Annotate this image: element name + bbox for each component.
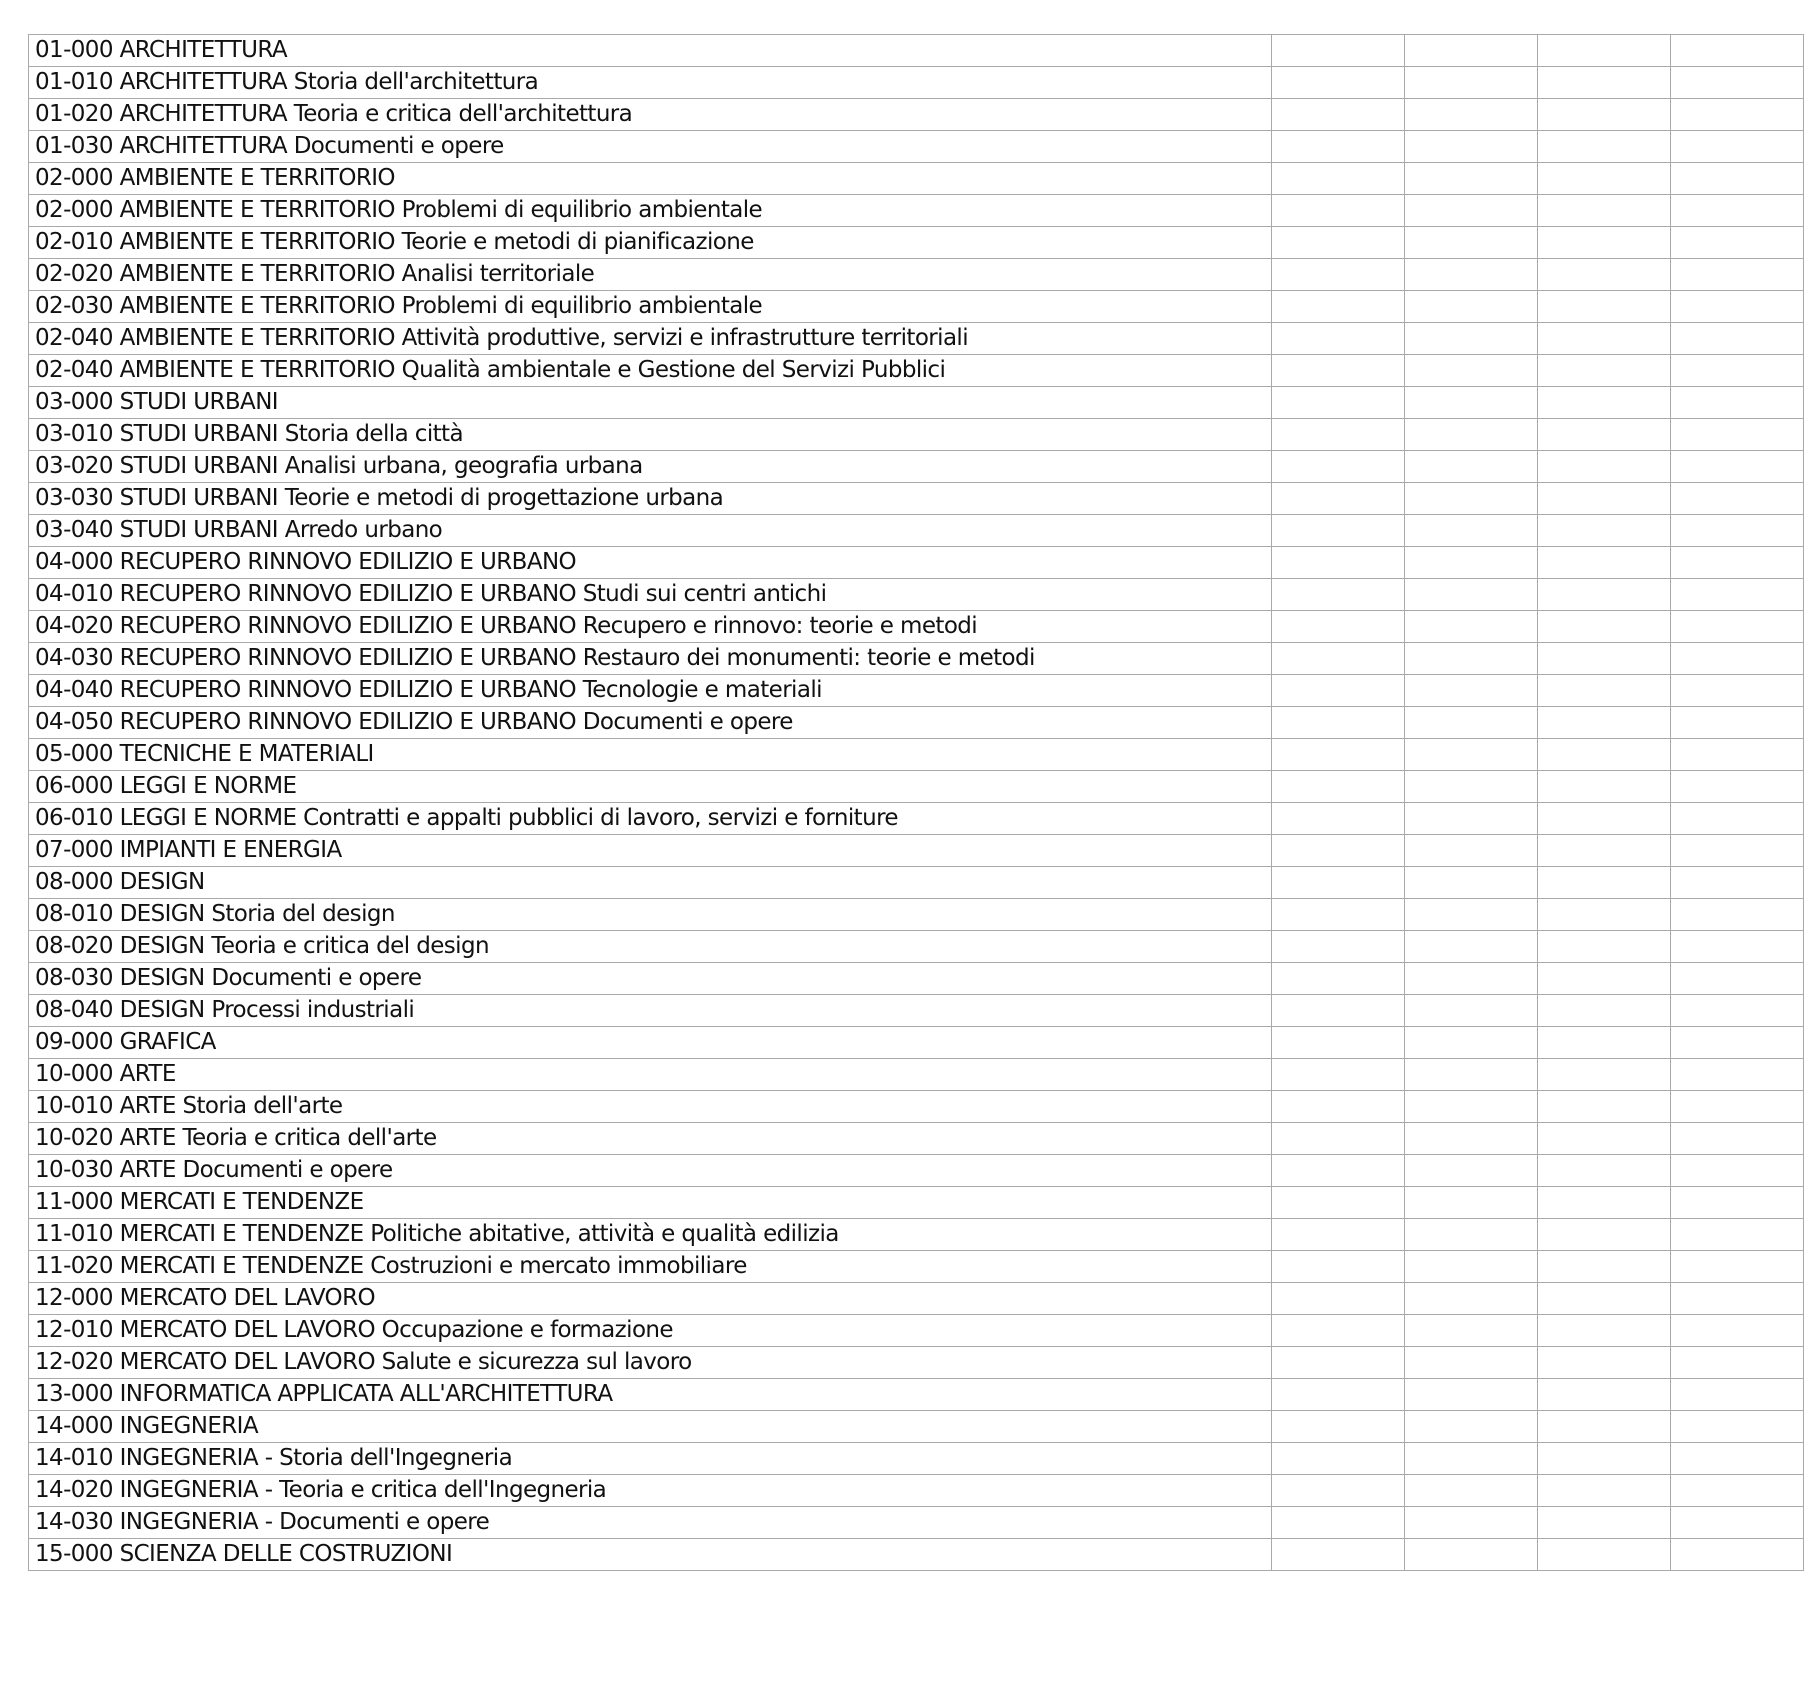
category-label-cell[interactable]: 04-010 RECUPERO RINNOVO EDILIZIO E URBANO Studi sui centri antichi: [29, 579, 1272, 611]
empty-cell-col-2[interactable]: [1405, 1059, 1538, 1091]
table-row: [29, 1475, 1804, 1507]
empty-cell-col-2[interactable]: [1405, 323, 1538, 355]
empty-cell-col-1[interactable]: [1272, 259, 1405, 291]
empty-cell-col-3[interactable]: [1538, 611, 1671, 643]
empty-cell-col-3[interactable]: [1538, 771, 1671, 803]
empty-cell-col-2[interactable]: [1405, 803, 1538, 835]
empty-cell-col-1[interactable]: [1272, 1379, 1405, 1411]
empty-cell-col-1[interactable]: [1272, 867, 1405, 899]
empty-cell-col-4[interactable]: [1671, 1283, 1804, 1315]
empty-cell-col-1[interactable]: [1272, 1219, 1405, 1251]
empty-cell-col-3[interactable]: [1538, 1315, 1671, 1347]
category-label-cell[interactable]: 08-010 DESIGN Storia del design: [29, 899, 1272, 931]
empty-cell-col-2[interactable]: [1405, 259, 1538, 291]
empty-cell-col-2[interactable]: [1405, 1443, 1538, 1475]
empty-cell-col-4[interactable]: [1671, 1315, 1804, 1347]
empty-cell-col-1[interactable]: [1272, 1251, 1405, 1283]
empty-cell-col-1[interactable]: [1272, 483, 1405, 515]
empty-cell-col-4[interactable]: [1671, 707, 1804, 739]
empty-cell-col-1[interactable]: [1272, 707, 1405, 739]
empty-cell-col-4[interactable]: [1671, 963, 1804, 995]
empty-cell-col-1[interactable]: [1272, 163, 1405, 195]
table-row: [29, 803, 1804, 835]
category-label-cell[interactable]: 15-000 SCIENZA DELLE COSTRUZIONI: [29, 1539, 1272, 1571]
empty-cell-col-3[interactable]: [1538, 99, 1671, 131]
empty-cell-col-1[interactable]: [1272, 291, 1405, 323]
category-label-cell[interactable]: 14-030 INGEGNERIA - Documenti e opere: [29, 1507, 1272, 1539]
empty-cell-col-1[interactable]: [1272, 1507, 1405, 1539]
empty-cell-col-2[interactable]: [1405, 995, 1538, 1027]
table-row: [29, 931, 1804, 963]
category-label-cell[interactable]: 14-010 INGEGNERIA - Storia dell'Ingegneria: [29, 1443, 1272, 1475]
empty-cell-col-1[interactable]: [1272, 355, 1405, 387]
empty-cell-col-2[interactable]: [1405, 1507, 1538, 1539]
category-label-cell[interactable]: 10-010 ARTE Storia dell'arte: [29, 1091, 1272, 1123]
category-label-cell[interactable]: 03-010 STUDI URBANI Storia della città: [29, 419, 1272, 451]
empty-cell-col-4[interactable]: [1671, 1123, 1804, 1155]
category-label-cell[interactable]: 04-020 RECUPERO RINNOVO EDILIZIO E URBANO Recupero e rinnovo: teorie e metodi: [29, 611, 1272, 643]
empty-cell-col-4[interactable]: [1671, 643, 1804, 675]
empty-cell-col-1[interactable]: [1272, 515, 1405, 547]
empty-cell-col-3[interactable]: [1538, 835, 1671, 867]
empty-cell-col-1[interactable]: [1272, 643, 1405, 675]
category-label-cell[interactable]: 02-000 AMBIENTE E TERRITORIO Problemi di equilibrio ambientale: [29, 195, 1272, 227]
empty-cell-col-2[interactable]: [1405, 291, 1538, 323]
empty-cell-col-3[interactable]: [1538, 547, 1671, 579]
table-row: [29, 1219, 1804, 1251]
table-row: [29, 1059, 1804, 1091]
empty-cell-col-2[interactable]: [1405, 931, 1538, 963]
empty-cell-col-2[interactable]: [1405, 707, 1538, 739]
empty-cell-col-1[interactable]: [1272, 1411, 1405, 1443]
empty-cell-col-3[interactable]: [1538, 195, 1671, 227]
empty-cell-col-4[interactable]: [1671, 99, 1804, 131]
category-label-cell[interactable]: 04-000 RECUPERO RINNOVO EDILIZIO E URBANO: [29, 547, 1272, 579]
category-label-cell[interactable]: 10-030 ARTE Documenti e opere: [29, 1155, 1272, 1187]
empty-cell-col-3[interactable]: [1538, 675, 1671, 707]
empty-cell-col-3[interactable]: [1538, 739, 1671, 771]
empty-cell-col-2[interactable]: [1405, 899, 1538, 931]
category-label-cell[interactable]: 11-020 MERCATI E TENDENZE Costruzioni e mercato immobiliare: [29, 1251, 1272, 1283]
empty-cell-col-2[interactable]: [1405, 1475, 1538, 1507]
empty-cell-col-3[interactable]: [1538, 35, 1671, 67]
category-label-cell[interactable]: 13-000 INFORMATICA APPLICATA ALL'ARCHITETTURA: [29, 1379, 1272, 1411]
empty-cell-col-4[interactable]: [1671, 483, 1804, 515]
empty-cell-col-3[interactable]: [1538, 1027, 1671, 1059]
table-row: [29, 259, 1804, 291]
empty-cell-col-3[interactable]: [1538, 1283, 1671, 1315]
empty-cell-col-3[interactable]: [1538, 707, 1671, 739]
empty-cell-col-3[interactable]: [1538, 1507, 1671, 1539]
empty-cell-col-4[interactable]: [1671, 387, 1804, 419]
table-row: [29, 675, 1804, 707]
empty-cell-col-2[interactable]: [1405, 1347, 1538, 1379]
empty-cell-col-2[interactable]: [1405, 1411, 1538, 1443]
empty-cell-col-1[interactable]: [1272, 995, 1405, 1027]
empty-cell-col-2[interactable]: [1405, 835, 1538, 867]
empty-cell-col-4[interactable]: [1671, 131, 1804, 163]
empty-cell-col-2[interactable]: [1405, 1251, 1538, 1283]
empty-cell-col-2[interactable]: [1405, 387, 1538, 419]
empty-cell-col-3[interactable]: [1538, 259, 1671, 291]
empty-cell-col-1[interactable]: [1272, 1283, 1405, 1315]
empty-cell-col-3[interactable]: [1538, 227, 1671, 259]
empty-cell-col-3[interactable]: [1538, 419, 1671, 451]
table-row: [29, 483, 1804, 515]
empty-cell-col-1[interactable]: [1272, 899, 1405, 931]
empty-cell-col-4[interactable]: [1671, 259, 1804, 291]
empty-cell-col-1[interactable]: [1272, 67, 1405, 99]
category-label-cell[interactable]: 09-000 GRAFICA: [29, 1027, 1272, 1059]
empty-cell-col-2[interactable]: [1405, 1283, 1538, 1315]
category-label-cell[interactable]: 06-000 LEGGI E NORME: [29, 771, 1272, 803]
empty-cell-col-4[interactable]: [1671, 1443, 1804, 1475]
category-label-cell[interactable]: 03-000 STUDI URBANI: [29, 387, 1272, 419]
empty-cell-col-3[interactable]: [1538, 963, 1671, 995]
empty-cell-col-1[interactable]: [1272, 1123, 1405, 1155]
category-label-cell[interactable]: 07-000 IMPIANTI E ENERGIA: [29, 835, 1272, 867]
table-row: [29, 1539, 1804, 1571]
empty-cell-col-1[interactable]: [1272, 1187, 1405, 1219]
empty-cell-col-3[interactable]: [1538, 1123, 1671, 1155]
table-row: [29, 1091, 1804, 1123]
empty-cell-col-4[interactable]: [1671, 1379, 1804, 1411]
empty-cell-col-3[interactable]: [1538, 131, 1671, 163]
table-row: [29, 131, 1804, 163]
category-label-cell[interactable]: 06-010 LEGGI E NORME Contratti e appalti pubblici di lavoro, servizi e forniture: [29, 803, 1272, 835]
empty-cell-col-4[interactable]: [1671, 1411, 1804, 1443]
table-row: [29, 163, 1804, 195]
category-label-cell[interactable]: 12-010 MERCATO DEL LAVORO Occupazione e formazione: [29, 1315, 1272, 1347]
table-row: [29, 963, 1804, 995]
category-label-cell[interactable]: 03-020 STUDI URBANI Analisi urbana, geografia urbana: [29, 451, 1272, 483]
empty-cell-col-2[interactable]: [1405, 131, 1538, 163]
table-row: [29, 867, 1804, 899]
empty-cell-col-3[interactable]: [1538, 1379, 1671, 1411]
category-label-cell[interactable]: 02-040 AMBIENTE E TERRITORIO Attività produttive, servizi e infrastrutture territoriali: [29, 323, 1272, 355]
empty-cell-col-3[interactable]: [1538, 1443, 1671, 1475]
empty-cell-col-4[interactable]: [1671, 515, 1804, 547]
table-row: [29, 643, 1804, 675]
empty-cell-col-2[interactable]: [1405, 1315, 1538, 1347]
empty-cell-col-2[interactable]: [1405, 99, 1538, 131]
empty-cell-col-1[interactable]: [1272, 835, 1405, 867]
empty-cell-col-4[interactable]: [1671, 739, 1804, 771]
empty-cell-col-2[interactable]: [1405, 1027, 1538, 1059]
empty-cell-col-4[interactable]: [1671, 1347, 1804, 1379]
empty-cell-col-4[interactable]: [1671, 35, 1804, 67]
category-table: [28, 34, 1804, 1571]
category-label-cell[interactable]: 05-000 TECNICHE E MATERIALI: [29, 739, 1272, 771]
empty-cell-col-3[interactable]: [1538, 163, 1671, 195]
category-label-cell[interactable]: 01-020 ARCHITETTURA Teoria e critica dell'architettura: [29, 99, 1272, 131]
empty-cell-col-4[interactable]: [1671, 1251, 1804, 1283]
category-table-body: [29, 35, 1804, 1571]
table-row: [29, 579, 1804, 611]
empty-cell-col-2[interactable]: [1405, 1187, 1538, 1219]
table-row: [29, 355, 1804, 387]
empty-cell-col-1[interactable]: [1272, 931, 1405, 963]
empty-cell-col-4[interactable]: [1671, 355, 1804, 387]
table-row: [29, 899, 1804, 931]
empty-cell-col-4[interactable]: [1671, 451, 1804, 483]
empty-cell-col-3[interactable]: [1538, 1091, 1671, 1123]
empty-cell-col-1[interactable]: [1272, 131, 1405, 163]
table-row: [29, 611, 1804, 643]
empty-cell-col-1[interactable]: [1272, 99, 1405, 131]
empty-cell-col-1[interactable]: [1272, 227, 1405, 259]
empty-cell-col-4[interactable]: [1671, 899, 1804, 931]
empty-cell-col-3[interactable]: [1538, 579, 1671, 611]
empty-cell-col-4[interactable]: [1671, 931, 1804, 963]
empty-cell-col-4[interactable]: [1671, 1059, 1804, 1091]
empty-cell-col-3[interactable]: [1538, 931, 1671, 963]
empty-cell-col-4[interactable]: [1671, 835, 1804, 867]
category-label-cell[interactable]: 11-000 MERCATI E TENDENZE: [29, 1187, 1272, 1219]
category-label-cell[interactable]: 11-010 MERCATI E TENDENZE Politiche abitative, attività e qualità edilizia: [29, 1219, 1272, 1251]
table-row: [29, 1251, 1804, 1283]
empty-cell-col-4[interactable]: [1671, 227, 1804, 259]
category-label-cell[interactable]: 01-010 ARCHITETTURA Storia dell'architettura: [29, 67, 1272, 99]
table-row: [29, 419, 1804, 451]
category-label-cell[interactable]: 14-020 INGEGNERIA - Teoria e critica dell'Ingegneria: [29, 1475, 1272, 1507]
table-row: [29, 35, 1804, 67]
category-label-cell[interactable]: 08-000 DESIGN: [29, 867, 1272, 899]
empty-cell-col-2[interactable]: [1405, 675, 1538, 707]
table-row: [29, 291, 1804, 323]
empty-cell-col-1[interactable]: [1272, 547, 1405, 579]
category-label-cell[interactable]: 10-020 ARTE Teoria e critica dell'arte: [29, 1123, 1272, 1155]
empty-cell-col-2[interactable]: [1405, 227, 1538, 259]
table-row: [29, 323, 1804, 355]
empty-cell-col-3[interactable]: [1538, 1411, 1671, 1443]
empty-cell-col-2[interactable]: [1405, 1539, 1538, 1571]
empty-cell-col-1[interactable]: [1272, 611, 1405, 643]
empty-cell-col-2[interactable]: [1405, 963, 1538, 995]
empty-cell-col-1[interactable]: [1272, 1155, 1405, 1187]
empty-cell-col-1[interactable]: [1272, 1475, 1405, 1507]
category-label-cell[interactable]: 12-020 MERCATO DEL LAVORO Salute e sicurezza sul lavoro: [29, 1347, 1272, 1379]
empty-cell-col-1[interactable]: [1272, 579, 1405, 611]
table-row: [29, 1443, 1804, 1475]
empty-cell-col-3[interactable]: [1538, 67, 1671, 99]
table-row: [29, 1507, 1804, 1539]
empty-cell-col-2[interactable]: [1405, 1155, 1538, 1187]
empty-cell-col-1[interactable]: [1272, 1347, 1405, 1379]
empty-cell-col-4[interactable]: [1671, 195, 1804, 227]
empty-cell-col-1[interactable]: [1272, 771, 1405, 803]
empty-cell-col-2[interactable]: [1405, 163, 1538, 195]
category-label-cell[interactable]: 02-010 AMBIENTE E TERRITORIO Teorie e metodi di pianificazione: [29, 227, 1272, 259]
empty-cell-col-4[interactable]: [1671, 611, 1804, 643]
empty-cell-col-2[interactable]: [1405, 1091, 1538, 1123]
empty-cell-col-2[interactable]: [1405, 771, 1538, 803]
empty-cell-col-2[interactable]: [1405, 1379, 1538, 1411]
empty-cell-col-2[interactable]: [1405, 643, 1538, 675]
empty-cell-col-3[interactable]: [1538, 515, 1671, 547]
table-row: [29, 451, 1804, 483]
category-label-cell[interactable]: 04-050 RECUPERO RINNOVO EDILIZIO E URBANO Documenti e opere: [29, 707, 1272, 739]
empty-cell-col-1[interactable]: [1272, 1443, 1405, 1475]
empty-cell-col-1[interactable]: [1272, 803, 1405, 835]
empty-cell-col-1[interactable]: [1272, 739, 1405, 771]
category-label-cell[interactable]: 02-030 AMBIENTE E TERRITORIO Problemi di equilibrio ambientale: [29, 291, 1272, 323]
category-label-cell[interactable]: 02-040 AMBIENTE E TERRITORIO Qualità ambientale e Gestione del Servizi Pubblici: [29, 355, 1272, 387]
empty-cell-col-2[interactable]: [1405, 1123, 1538, 1155]
empty-cell-col-1[interactable]: [1272, 963, 1405, 995]
empty-cell-col-3[interactable]: [1538, 643, 1671, 675]
empty-cell-col-4[interactable]: [1671, 163, 1804, 195]
empty-cell-col-3[interactable]: [1538, 1347, 1671, 1379]
category-label-cell[interactable]: 12-000 MERCATO DEL LAVORO: [29, 1283, 1272, 1315]
empty-cell-col-2[interactable]: [1405, 67, 1538, 99]
empty-cell-col-3[interactable]: [1538, 387, 1671, 419]
table-row: [29, 547, 1804, 579]
empty-cell-col-4[interactable]: [1671, 995, 1804, 1027]
empty-cell-col-2[interactable]: [1405, 867, 1538, 899]
category-label-cell[interactable]: 03-040 STUDI URBANI Arredo urbano: [29, 515, 1272, 547]
empty-cell-col-2[interactable]: [1405, 611, 1538, 643]
empty-cell-col-4[interactable]: [1671, 1539, 1804, 1571]
table-row: [29, 1187, 1804, 1219]
empty-cell-col-2[interactable]: [1405, 515, 1538, 547]
empty-cell-col-4[interactable]: [1671, 675, 1804, 707]
empty-cell-col-1[interactable]: [1272, 675, 1405, 707]
empty-cell-col-2[interactable]: [1405, 483, 1538, 515]
empty-cell-col-1[interactable]: [1272, 195, 1405, 227]
table-row: [29, 707, 1804, 739]
empty-cell-col-3[interactable]: [1538, 1251, 1671, 1283]
empty-cell-col-1[interactable]: [1272, 451, 1405, 483]
empty-cell-col-4[interactable]: [1671, 1027, 1804, 1059]
empty-cell-col-4[interactable]: [1671, 1475, 1804, 1507]
empty-cell-col-3[interactable]: [1538, 1539, 1671, 1571]
category-label-cell[interactable]: 01-030 ARCHITETTURA Documenti e opere: [29, 131, 1272, 163]
empty-cell-col-2[interactable]: [1405, 195, 1538, 227]
category-label-cell[interactable]: 02-020 AMBIENTE E TERRITORIO Analisi territoriale: [29, 259, 1272, 291]
empty-cell-col-4[interactable]: [1671, 1187, 1804, 1219]
empty-cell-col-3[interactable]: [1538, 1059, 1671, 1091]
table-row: [29, 1027, 1804, 1059]
empty-cell-col-4[interactable]: [1671, 803, 1804, 835]
empty-cell-col-3[interactable]: [1538, 803, 1671, 835]
empty-cell-col-1[interactable]: [1272, 419, 1405, 451]
empty-cell-col-1[interactable]: [1272, 1091, 1405, 1123]
empty-cell-col-2[interactable]: [1405, 547, 1538, 579]
empty-cell-col-2[interactable]: [1405, 739, 1538, 771]
empty-cell-col-1[interactable]: [1272, 35, 1405, 67]
table-row: [29, 515, 1804, 547]
empty-cell-col-4[interactable]: [1671, 1155, 1804, 1187]
empty-cell-col-4[interactable]: [1671, 1507, 1804, 1539]
category-label-cell[interactable]: 08-020 DESIGN Teoria e critica del design: [29, 931, 1272, 963]
empty-cell-col-3[interactable]: [1538, 1187, 1671, 1219]
table-row: [29, 195, 1804, 227]
empty-cell-col-4[interactable]: [1671, 867, 1804, 899]
category-label-cell[interactable]: 04-030 RECUPERO RINNOVO EDILIZIO E URBANO Restauro dei monumenti: teorie e metodi: [29, 643, 1272, 675]
empty-cell-col-3[interactable]: [1538, 867, 1671, 899]
table-row: [29, 771, 1804, 803]
empty-cell-col-2[interactable]: [1405, 419, 1538, 451]
empty-cell-col-1[interactable]: [1272, 387, 1405, 419]
table-row: [29, 1283, 1804, 1315]
empty-cell-col-4[interactable]: [1671, 291, 1804, 323]
empty-cell-col-2[interactable]: [1405, 451, 1538, 483]
empty-cell-col-4[interactable]: [1671, 323, 1804, 355]
table-row: [29, 1379, 1804, 1411]
empty-cell-col-3[interactable]: [1538, 1155, 1671, 1187]
category-label-cell[interactable]: 02-000 AMBIENTE E TERRITORIO: [29, 163, 1272, 195]
category-label-cell[interactable]: 08-030 DESIGN Documenti e opere: [29, 963, 1272, 995]
empty-cell-col-2[interactable]: [1405, 1219, 1538, 1251]
empty-cell-col-1[interactable]: [1272, 1059, 1405, 1091]
category-label-cell[interactable]: 03-030 STUDI URBANI Teorie e metodi di progettazione urbana: [29, 483, 1272, 515]
empty-cell-col-1[interactable]: [1272, 1539, 1405, 1571]
table-row: [29, 1347, 1804, 1379]
empty-cell-col-4[interactable]: [1671, 67, 1804, 99]
table-row: [29, 1411, 1804, 1443]
empty-cell-col-4[interactable]: [1671, 771, 1804, 803]
empty-cell-col-2[interactable]: [1405, 355, 1538, 387]
category-label-cell[interactable]: 04-040 RECUPERO RINNOVO EDILIZIO E URBANO Tecnologie e materiali: [29, 675, 1272, 707]
empty-cell-col-4[interactable]: [1671, 547, 1804, 579]
table-row: [29, 67, 1804, 99]
table-row: [29, 739, 1804, 771]
category-label-cell[interactable]: 14-000 INGEGNERIA: [29, 1411, 1272, 1443]
empty-cell-col-2[interactable]: [1405, 579, 1538, 611]
empty-cell-col-3[interactable]: [1538, 1219, 1671, 1251]
empty-cell-col-3[interactable]: [1538, 323, 1671, 355]
table-row: [29, 835, 1804, 867]
category-label-cell[interactable]: 01-000 ARCHITETTURA: [29, 35, 1272, 67]
empty-cell-col-3[interactable]: [1538, 355, 1671, 387]
empty-cell-col-3[interactable]: [1538, 291, 1671, 323]
empty-cell-col-4[interactable]: [1671, 1091, 1804, 1123]
empty-cell-col-3[interactable]: [1538, 995, 1671, 1027]
empty-cell-col-1[interactable]: [1272, 323, 1405, 355]
table-row: [29, 1123, 1804, 1155]
table-row: [29, 99, 1804, 131]
empty-cell-col-2[interactable]: [1405, 35, 1538, 67]
empty-cell-col-3[interactable]: [1538, 899, 1671, 931]
empty-cell-col-4[interactable]: [1671, 579, 1804, 611]
empty-cell-col-1[interactable]: [1272, 1027, 1405, 1059]
empty-cell-col-3[interactable]: [1538, 483, 1671, 515]
empty-cell-col-3[interactable]: [1538, 451, 1671, 483]
category-label-cell[interactable]: 10-000 ARTE: [29, 1059, 1272, 1091]
table-row: [29, 227, 1804, 259]
empty-cell-col-3[interactable]: [1538, 1475, 1671, 1507]
empty-cell-col-1[interactable]: [1272, 1315, 1405, 1347]
table-row: [29, 387, 1804, 419]
table-row: [29, 1155, 1804, 1187]
table-row: [29, 1315, 1804, 1347]
empty-cell-col-4[interactable]: [1671, 1219, 1804, 1251]
table-row: [29, 995, 1804, 1027]
category-label-cell[interactable]: 08-040 DESIGN Processi industriali: [29, 995, 1272, 1027]
empty-cell-col-4[interactable]: [1671, 419, 1804, 451]
